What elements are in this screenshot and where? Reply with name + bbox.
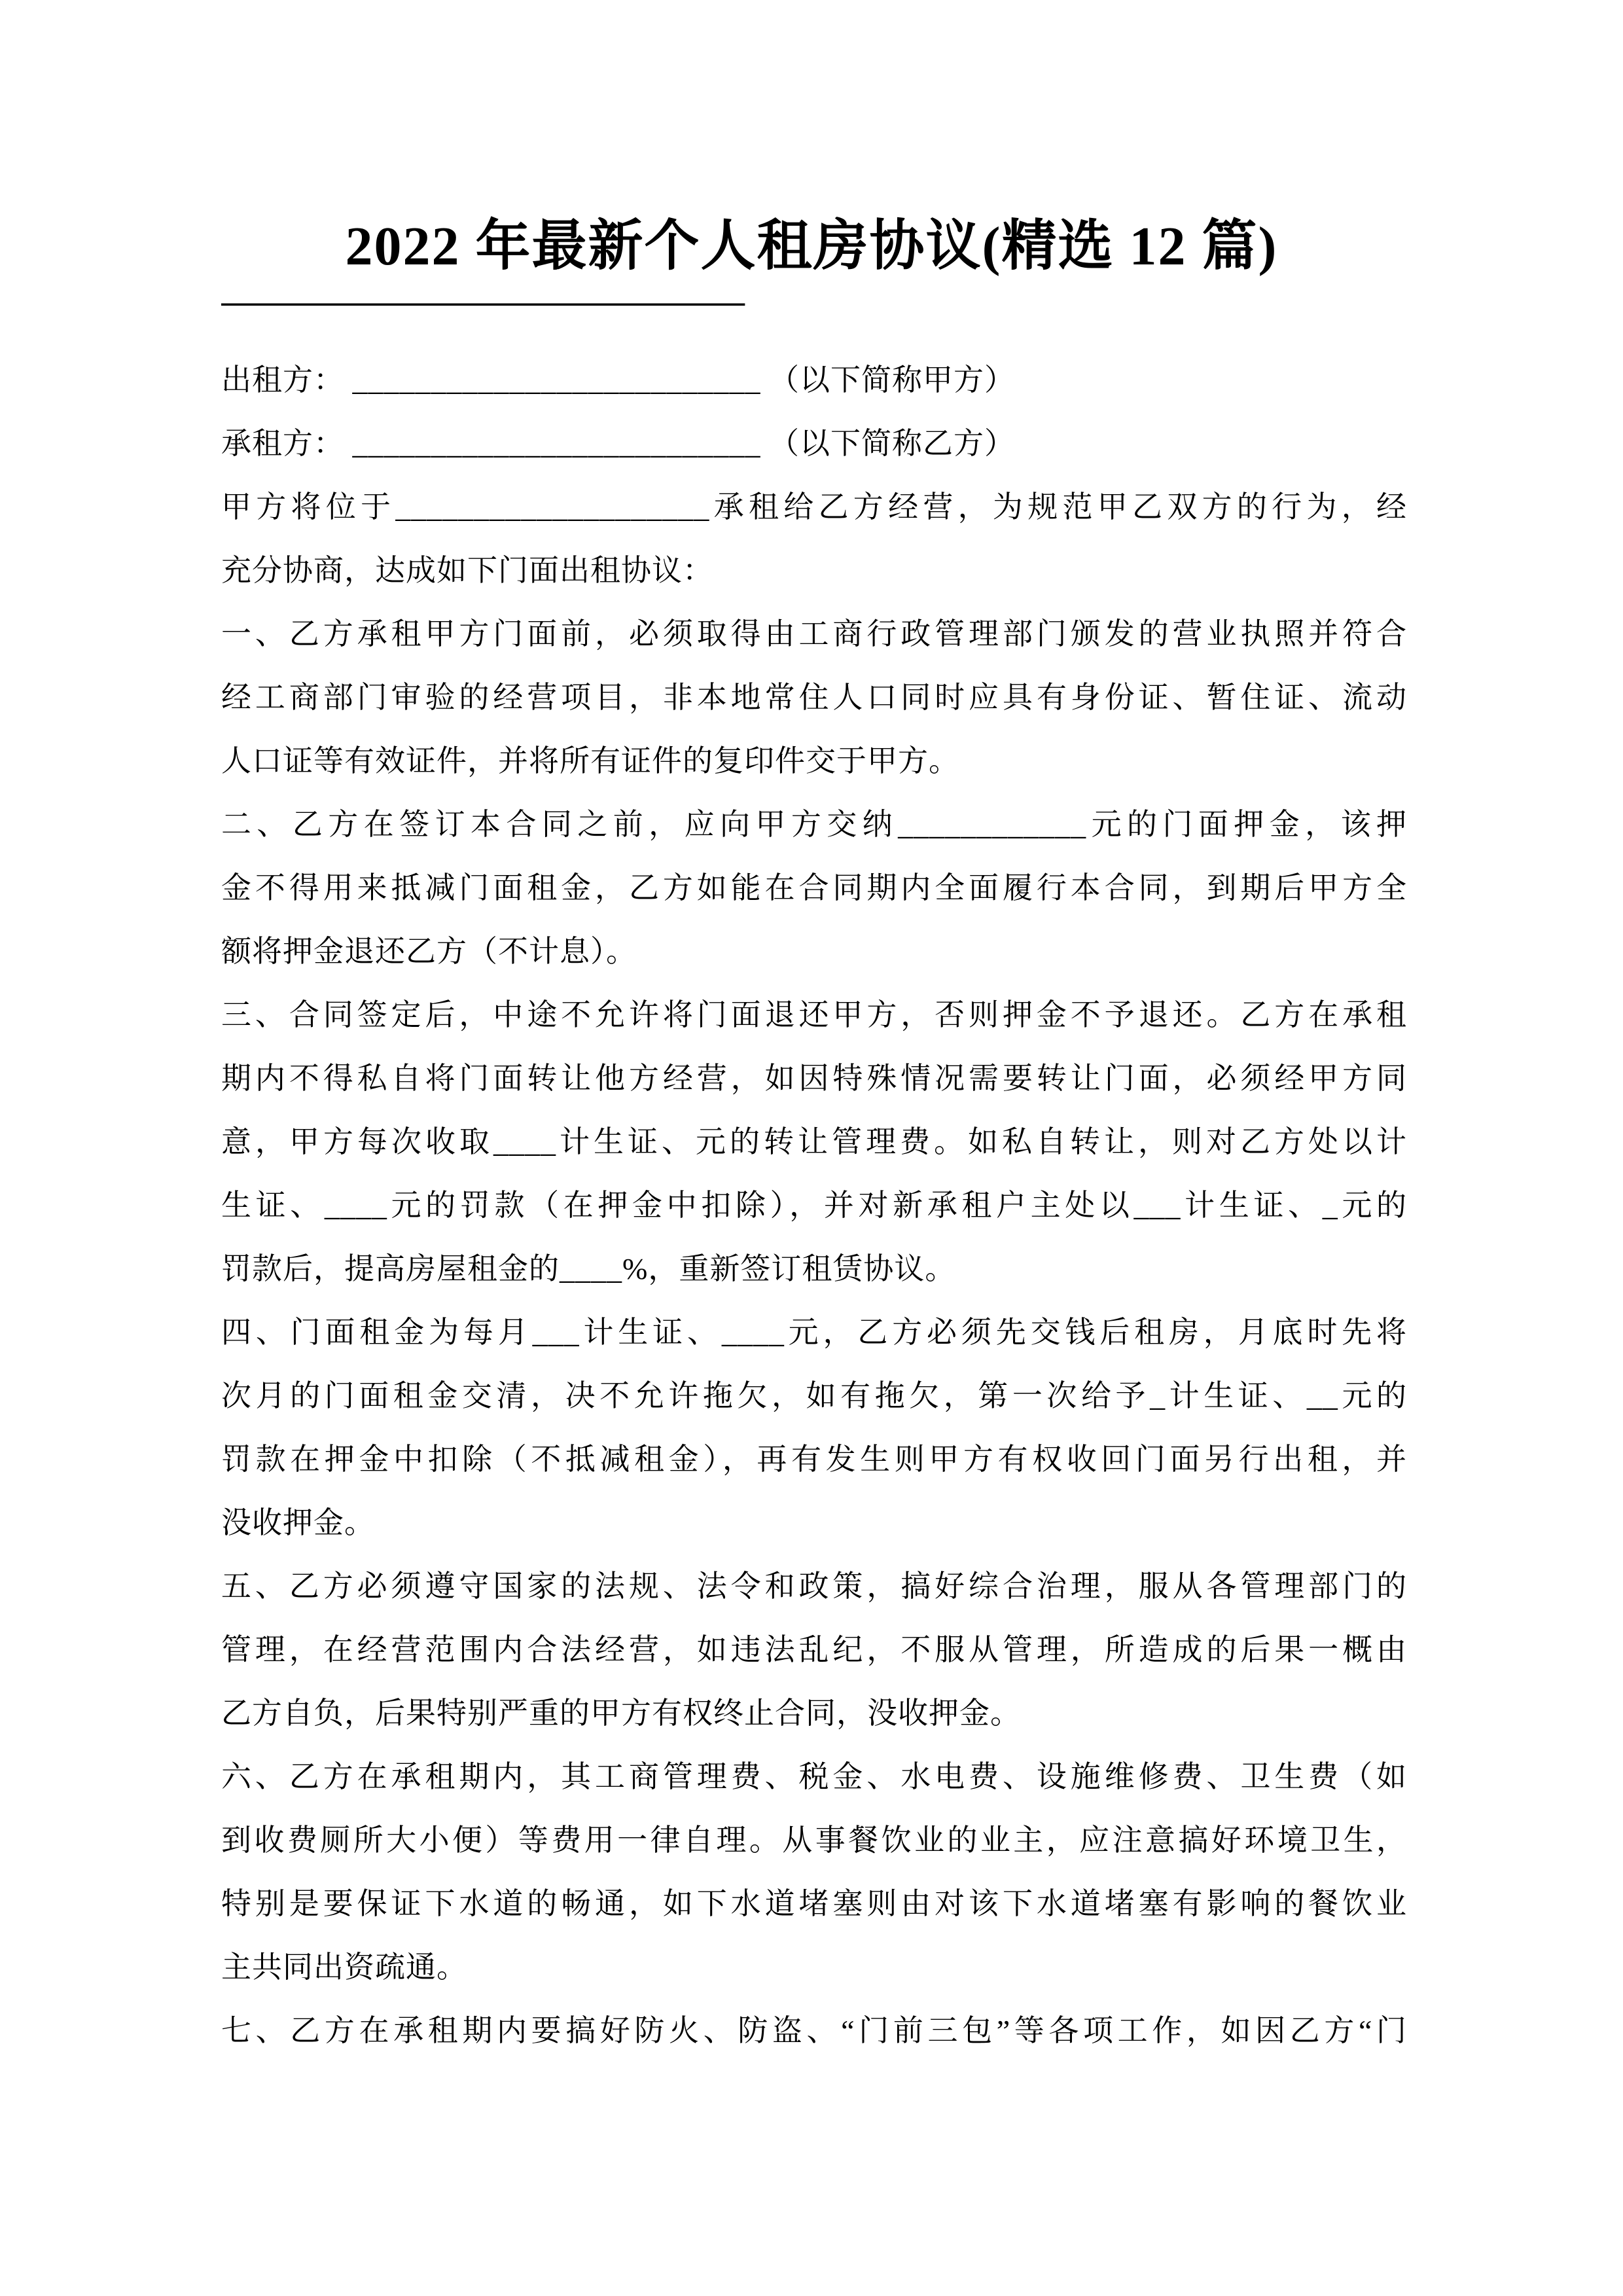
body-line: 经工商部门审验的经营项目，非本地常住人口同时应具有身份证、暂住证、流动 bbox=[221, 681, 1407, 714]
body-line: 二、乙方在签订本合同之前，应向甲方交纳____________元的门面押金，该押 bbox=[221, 808, 1407, 841]
title-underline: ———————————————— bbox=[221, 283, 745, 319]
document-title: 2022 年最新个人租房协议(精选 12 篇) bbox=[345, 216, 1278, 277]
body-line: 罚款在押金中扣除（不抵减租金），再有发生则甲方有权收回门面另行出租，并 bbox=[221, 1443, 1407, 1476]
document-body bbox=[221, 348, 1407, 2062]
body-line: 到收费厕所大小便）等费用一律自理。从事餐饮业的业主，应注意搞好环境卫生， bbox=[221, 1823, 1407, 1857]
body-line: 充分协商，达成如下门面出租协议： bbox=[221, 554, 713, 587]
body-line: 四、门面租金为每月___计生证、____元，乙方必须先交钱后租房，月底时先将 bbox=[221, 1316, 1407, 1349]
body-line: 期内不得私自将门面转让他方经营，如因特殊情况需要转让门面，必须经甲方同 bbox=[221, 1062, 1407, 1095]
body-line: 没收押金。 bbox=[221, 1506, 375, 1539]
body-line: 生证、____元的罚款（在押金中扣除），并对新承租户主处以___计生证、_元的 bbox=[221, 1189, 1407, 1222]
body-line: 出租方： __________________________ （以下简称甲方） bbox=[221, 363, 1015, 397]
body-line: 额将押金退还乙方（不计息）。 bbox=[221, 935, 637, 968]
body-line: 主共同出资疏通。 bbox=[221, 1950, 467, 1984]
body-line: 特别是要保证下水道的畅通，如下水道堵塞则由对该下水道堵塞有影响的餐饮业 bbox=[221, 1887, 1407, 1920]
body-line: 乙方自负，后果特别严重的甲方有权终止合同，没收押金。 bbox=[221, 1696, 1021, 1730]
body-line: 承租方： __________________________ （以下简称乙方） bbox=[221, 427, 1015, 460]
body-line: 一、乙方承租甲方门面前，必须取得由工商行政管理部门颁发的营业执照并符合 bbox=[221, 617, 1407, 651]
body-line: 甲方将位于____________________承租给乙方经营，为规范甲乙双方的行为，经 bbox=[221, 490, 1407, 524]
body-line: 罚款后，提高房屋租金的____%，重新签订租赁协议。 bbox=[221, 1252, 956, 1285]
body-line: 意，甲方每次收取____计生证、元的转让管理费。如私自转让，则对乙方处以计 bbox=[221, 1125, 1407, 1158]
body-line: 人口证等有效证件，并将所有证件的复印件交于甲方。 bbox=[221, 744, 959, 778]
body-line: 七、乙方在承租期内要搞好防火、防盗、“门前三包”等各项工作，如因乙方“门 bbox=[221, 2014, 1407, 2047]
body-line: 六、乙方在承租期内，其工商管理费、税金、水电费、设施维修费、卫生费（如 bbox=[221, 1760, 1407, 1793]
body-line: 五、乙方必须遵守国家的法规、法令和政策，搞好综合治理，服从各管理部门的 bbox=[221, 1570, 1407, 1603]
body-line: 金不得用来抵减门面租金，乙方如能在合同期内全面履行本合同，到期后甲方全 bbox=[221, 871, 1407, 905]
body-line: 管理，在经营范围内合法经营，如违法乱纪，不服从管理，所造成的后果一概由 bbox=[221, 1633, 1407, 1666]
body-line: 次月的门面租金交清，决不允许拖欠，如有拖欠，第一次给予_计生证、__元的 bbox=[221, 1379, 1407, 1412]
body-line: 三、合同签定后，中途不允许将门面退还甲方，否则押金不予退还。乙方在承租 bbox=[221, 998, 1407, 1031]
